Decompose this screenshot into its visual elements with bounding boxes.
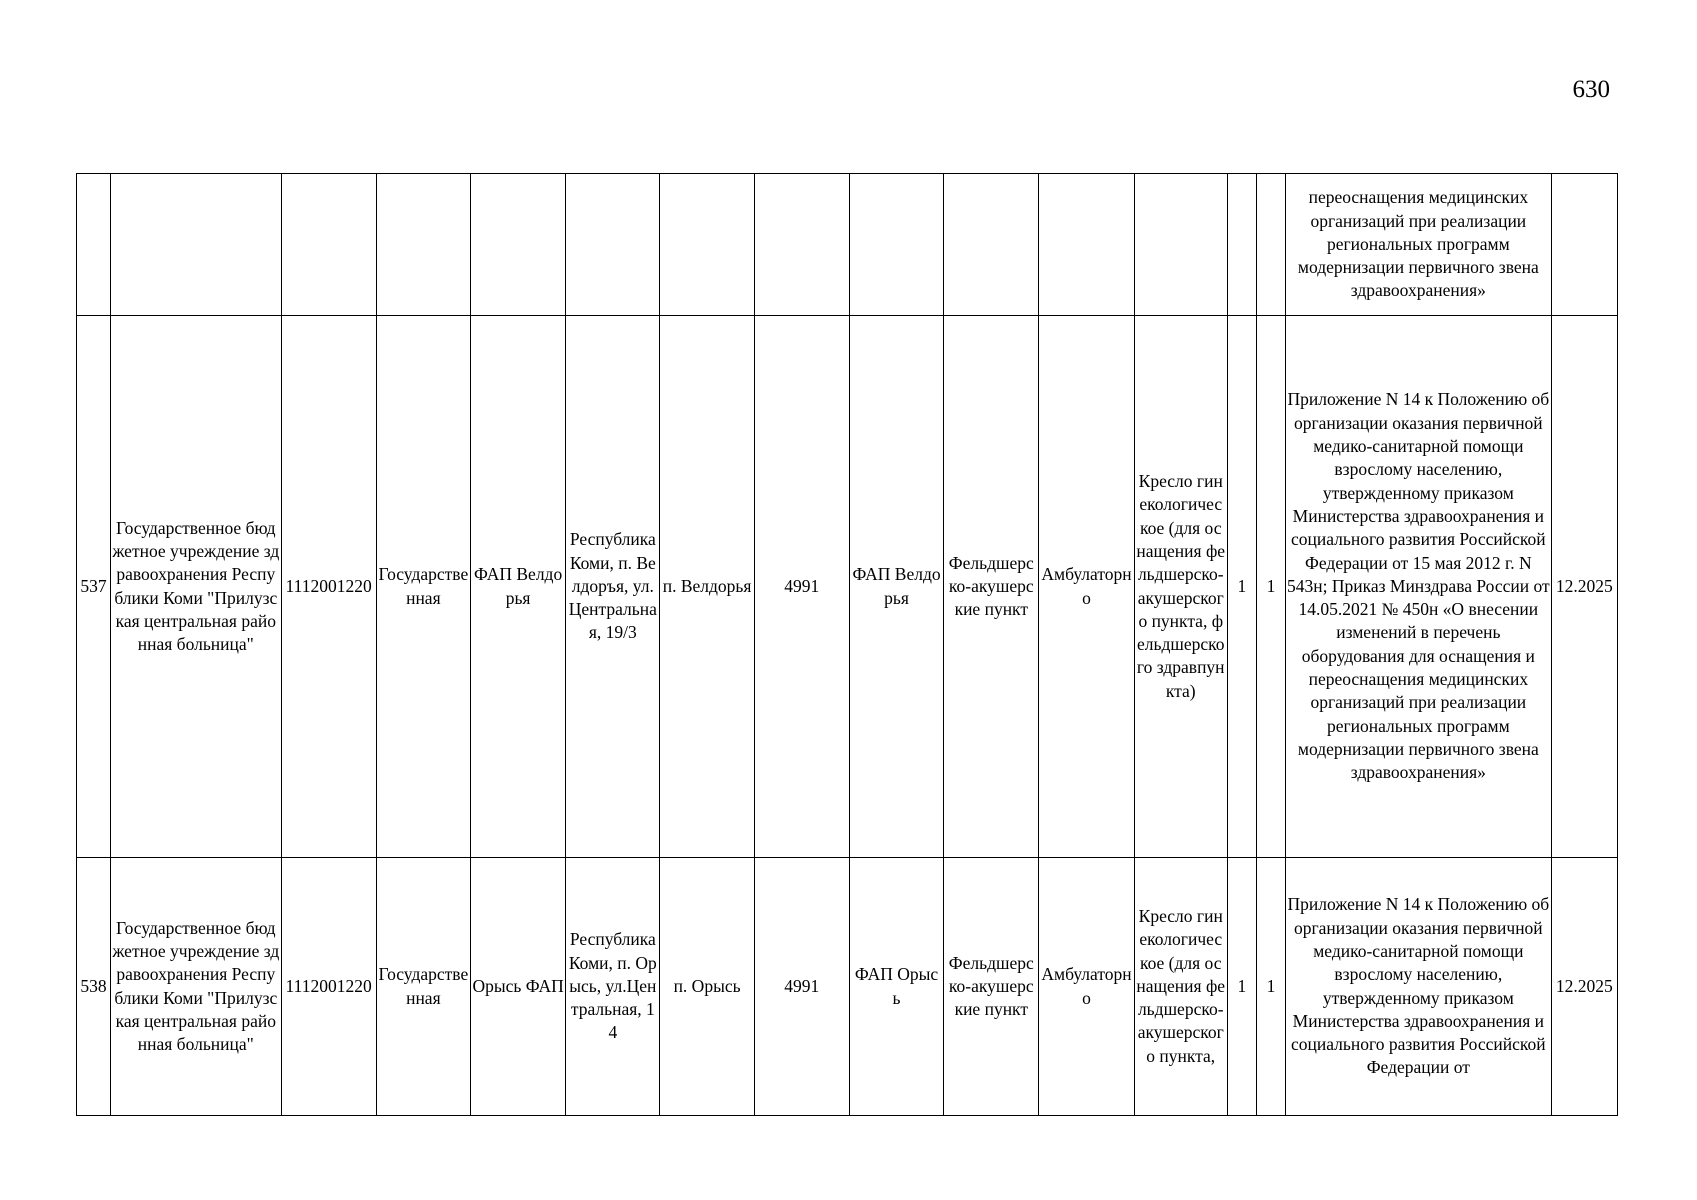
cell-date [1551,174,1617,316]
cell-care [1039,174,1134,316]
cell-num: 537 [77,316,111,858]
cell-num [77,174,111,316]
cell-settlement [660,174,754,316]
cell-qty1 [1227,174,1256,316]
cell-ownership [376,174,470,316]
cell-unit-type: Фельдшерско-акушерские пункт [944,858,1039,1116]
page-number: 630 [1572,76,1610,103]
register-table [76,173,1618,1116]
cell-date: 12.2025 [1551,858,1617,1116]
cell-ownership: Государственная [376,316,470,858]
table-row [77,858,1618,1116]
cell-basis: Приложение N 14 к Положению об организации оказания первичной медико-санитарной помощи взрослому населению, утвержденному приказом Министерства здравоохранения и социального развития Российской Федерации от 15 мая 2012 г. N 543н; Приказ Минздрава России от 14.05.2021 № 450н «О внесении изменений в перечень оборудования для оснащения и переоснащения медицинских организаций при реализации региональных программ модернизации первичного звена здравоохранения» [1285,316,1551,858]
cell-facility [470,174,565,316]
cell-code [281,174,376,316]
cell-code: 1112001220 [281,858,376,1116]
cell-address [566,174,660,316]
cell-ownership: Государственная [376,858,470,1116]
cell-qty1: 1 [1227,316,1256,858]
cell-unit-type [944,174,1039,316]
cell-date: 12.2025 [1551,316,1617,858]
cell-num: 538 [77,858,111,1116]
cell-unit: ФАП Велдорья [849,316,943,858]
cell-population: 4991 [754,316,849,858]
cell-basis: переоснащения медицинских организаций при реализации региональных программ модернизации первичного звена здравоохранения» [1285,174,1551,316]
cell-settlement: п. Орысь [660,858,754,1116]
cell-care: Амбулаторно [1039,316,1134,858]
cell-settlement: п. Велдорья [660,316,754,858]
cell-org: Государственное бюджетное учреждение здравоохранения Республики Коми "Прилузская центральная районная больница" [111,858,281,1116]
cell-qty2: 1 [1256,858,1285,1116]
cell-org: Государственное бюджетное учреждение здравоохранения Республики Коми "Прилузская центральная районная больница" [111,316,281,858]
cell-code: 1112001220 [281,316,376,858]
table-row-continuation [77,174,1618,316]
cell-address: Республика Коми, п. Орысь, ул.Центральная, 14 [566,858,660,1116]
cell-unit [849,174,943,316]
cell-facility: Орысь ФАП [470,858,565,1116]
cell-unit-type: Фельдшерско-акушерские пункт [944,316,1039,858]
cell-population [754,174,849,316]
table-row [77,316,1618,858]
cell-care: Амбулаторно [1039,858,1134,1116]
cell-equipment: Кресло гинекологическое (для оснащения фельдшерско-акушерского пункта, [1134,858,1227,1116]
cell-population: 4991 [754,858,849,1116]
cell-equipment [1134,174,1227,316]
cell-address: Республика Коми, п. Велдоръя, ул.Центральная, 19/3 [566,316,660,858]
cell-org [111,174,281,316]
cell-qty2: 1 [1256,316,1285,858]
cell-equipment: Кресло гинекологическое (для оснащения фельдшерско-акушерского пункта, фельдшерского здравпункта) [1134,316,1227,858]
cell-basis: Приложение N 14 к Положению об организации оказания первичной медико-санитарной помощи взрослому населению, утвержденному приказом Министерства здравоохранения и социального развития Российской Федерации от [1285,858,1551,1116]
cell-unit: ФАП Орысь [849,858,943,1116]
cell-qty2 [1256,174,1285,316]
cell-facility: ФАП Велдорья [470,316,565,858]
cell-qty1: 1 [1227,858,1256,1116]
